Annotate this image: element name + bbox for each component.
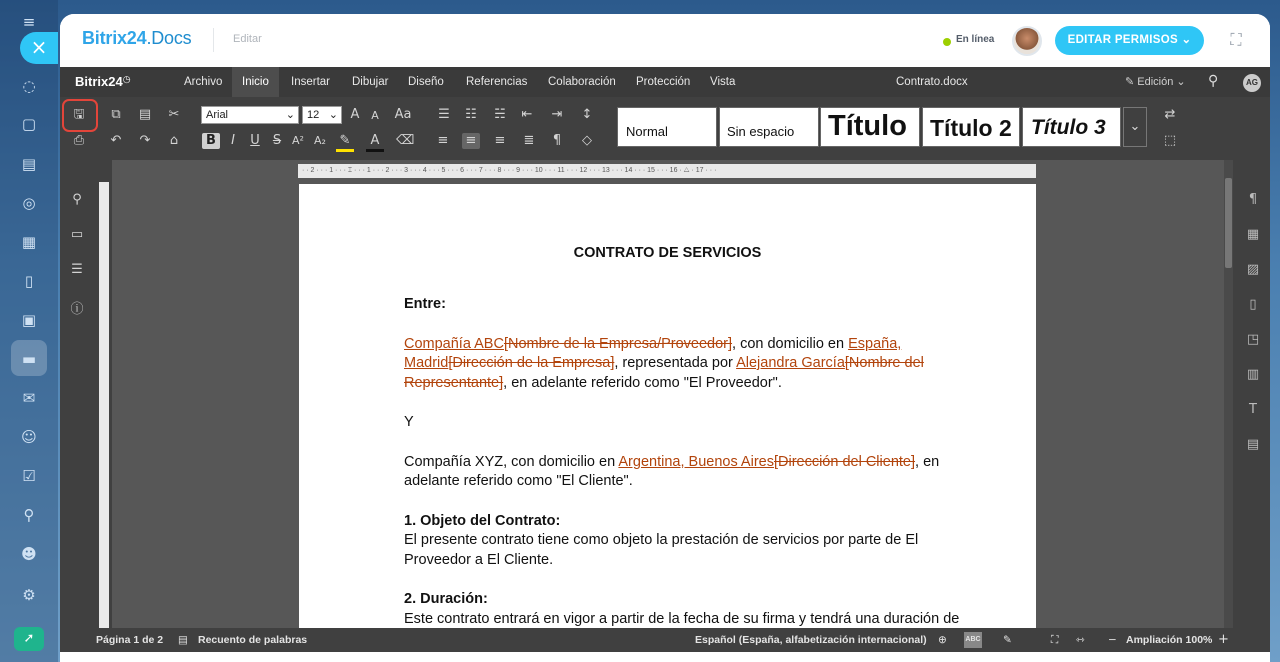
align-center-icon[interactable]: ≡: [462, 133, 480, 149]
justify-icon[interactable]: ≣: [523, 133, 535, 148]
tasks-icon[interactable]: ◎: [22, 194, 36, 212]
copy-icon[interactable]: ⧉: [111, 107, 121, 122]
vertical-ruler-track: [99, 182, 109, 636]
zoom-out-icon[interactable]: −: [1108, 634, 1117, 646]
document-page[interactable]: [299, 184, 1036, 654]
bullets-icon[interactable]: ☰: [438, 107, 450, 122]
left-tools-panel: [60, 160, 96, 642]
close-slider-button[interactable]: ×: [20, 32, 58, 64]
subscript-icon[interactable]: A₂: [314, 134, 326, 147]
info-icon[interactable]: ⓘ: [70, 302, 84, 317]
mail-icon[interactable]: ✉: [22, 389, 36, 407]
decrease-font-icon[interactable]: A: [371, 109, 379, 122]
increase-indent-icon[interactable]: ⇥: [551, 107, 563, 122]
image-settings-icon[interactable]: ▨: [1246, 262, 1260, 277]
docs-header: [60, 14, 1270, 67]
font-color-icon[interactable]: A: [366, 133, 384, 152]
search-icon[interactable]: ⚲: [1208, 73, 1219, 89]
shading-icon[interactable]: ◇: [582, 133, 592, 148]
drive-icon[interactable]: ▬: [21, 350, 37, 368]
spellcheck-icon[interactable]: ABC: [964, 632, 982, 648]
word-count[interactable]: Recuento de palabras: [198, 634, 308, 646]
paragraph-marks-icon[interactable]: ¶: [552, 133, 562, 148]
menu-proteccion[interactable]: Protección: [636, 76, 691, 88]
style-normal[interactable]: Normal: [617, 107, 717, 147]
save-icon[interactable]: 🖫: [73, 107, 85, 122]
feed-icon[interactable]: ▤: [21, 155, 37, 173]
mode-label: Editar: [233, 33, 262, 45]
style-titulo-2[interactable]: Título 2: [922, 107, 1020, 147]
table-settings-icon[interactable]: ▦: [1246, 227, 1260, 242]
style-sin-espacio[interactable]: Sin espacio: [719, 107, 819, 147]
numbering-icon[interactable]: ☷: [465, 107, 477, 122]
paragraph-settings-icon[interactable]: ¶: [1248, 192, 1258, 207]
language-select[interactable]: Español (España, alfabetización internacional): [695, 634, 927, 646]
clear-format-icon[interactable]: ⌫: [396, 133, 415, 148]
word-count-icon: ▤: [178, 634, 188, 646]
zoom-in-icon[interactable]: +: [1218, 632, 1229, 647]
board-icon[interactable]: ▣: [21, 311, 37, 329]
font-size-select[interactable]: 12 ⌄: [302, 106, 342, 124]
comments-icon[interactable]: ▭: [70, 227, 84, 242]
print-icon[interactable]: ⎙: [73, 133, 85, 148]
user-avatar[interactable]: [1012, 26, 1042, 56]
paragraph-2-line-1: Compañía XYZ, con domicilio en Argentina, Buenos Aires[Dirección del Cliente], en: [404, 454, 940, 470]
multilevel-list-icon[interactable]: ☵: [494, 107, 506, 122]
navigation-icon[interactable]: ☰: [71, 262, 83, 277]
paste-icon[interactable]: ▤: [138, 107, 152, 122]
replace-icon[interactable]: ⇄: [1164, 107, 1176, 122]
align-right-icon[interactable]: ≡: [494, 133, 506, 148]
decrease-indent-icon[interactable]: ⇤: [521, 107, 533, 122]
entre-heading: Entre:: [404, 296, 446, 312]
user-initials-avatar[interactable]: AG: [1243, 74, 1261, 92]
app-logo: Bitrix24.Docs: [82, 28, 192, 48]
section-2-line-1: Este contrato entrará en vigor a partir de la fecha de su firma y tendrá una duración de: [404, 611, 960, 627]
checklist-icon[interactable]: ☑: [22, 467, 36, 485]
search-icon[interactable]: ⚲: [72, 192, 82, 207]
underline-icon[interactable]: U: [250, 133, 260, 148]
undo-icon[interactable]: ↶: [110, 133, 122, 148]
align-left-icon[interactable]: ≡: [437, 133, 449, 148]
settings-icon[interactable]: ⚙: [22, 586, 36, 604]
shape-settings-icon[interactable]: ◳: [1246, 332, 1260, 347]
strikethrough-icon[interactable]: S: [272, 133, 282, 148]
increase-font-icon[interactable]: A: [350, 107, 360, 122]
menu-referencias[interactable]: Referencias: [466, 76, 528, 88]
line-spacing-icon[interactable]: ↕: [581, 107, 593, 122]
menu-dibujar[interactable]: Dibujar: [352, 76, 389, 88]
fit-width-icon[interactable]: ⇿: [1076, 634, 1085, 646]
italic-icon[interactable]: I: [231, 133, 235, 148]
change-case-icon[interactable]: Aa: [394, 107, 412, 122]
paragraph-1-line-3: Representante], en adelante referido como "El Proveedor".: [404, 375, 782, 391]
superscript-icon[interactable]: A²: [292, 134, 304, 147]
select-all-icon[interactable]: ⬚: [1163, 133, 1177, 148]
document-name: Contrato.docx: [896, 76, 968, 88]
highlight-color-icon[interactable]: ✎: [336, 133, 354, 152]
messenger-icon[interactable]: ▢: [21, 115, 37, 133]
app-sidebar: [0, 0, 58, 662]
header-footer-icon[interactable]: ▯: [1249, 297, 1257, 312]
documents-icon[interactable]: ▯: [24, 272, 34, 290]
y-paragraph: Y: [404, 414, 414, 430]
paragraph-1-line-1: Compañía ABC[Nombre de la Empresa/Proveedor], con domicilio en España,: [404, 336, 902, 352]
online-status-dot: [943, 38, 951, 46]
globe-icon[interactable]: ⊕: [938, 634, 947, 646]
filter-icon[interactable]: ⚲: [23, 506, 35, 524]
vertical-scrollbar[interactable]: [1224, 160, 1233, 642]
track-changes-icon[interactable]: ✎: [1003, 634, 1012, 646]
bold-icon[interactable]: B: [202, 133, 220, 149]
format-painter-icon[interactable]: ⌂: [169, 133, 179, 148]
section-1-line-2: Proveedor a El Cliente.: [404, 552, 554, 568]
menu-bar: [60, 67, 1270, 97]
section-1-line-1: El presente contrato tiene como objeto la prestación de servicios por parte de El: [404, 532, 919, 548]
pencil-icon: ✎: [1125, 76, 1135, 88]
vertical-ruler: [96, 160, 112, 642]
menu-diseno[interactable]: Diseño: [408, 76, 444, 88]
calendar-icon[interactable]: ▦: [21, 233, 37, 251]
status-bar: [60, 628, 1270, 652]
section-1-heading: 1. Objeto del Contrato:: [404, 513, 561, 529]
online-status: En línea: [956, 34, 995, 45]
document-title: CONTRATO DE SERVICIOS: [573, 245, 762, 261]
style-titulo[interactable]: Título: [820, 107, 920, 147]
style-titulo-3[interactable]: Título 3: [1022, 107, 1121, 147]
scrollbar-thumb[interactable]: [1225, 178, 1232, 268]
redo-icon[interactable]: ↷: [139, 133, 151, 148]
mail-merge-icon[interactable]: ▤: [1246, 437, 1260, 452]
section-2-heading: 2. Duración:: [404, 591, 488, 607]
save-highlight: [62, 99, 98, 132]
font-name-select[interactable]: Arial ⌄: [201, 106, 299, 124]
edit-permissions-button[interactable]: EDITAR PERMISOS ⌄: [1055, 26, 1204, 55]
robot-icon[interactable]: ☻: [21, 545, 37, 563]
chevron-down-icon: ⌄: [1181, 34, 1192, 46]
groups-icon[interactable]: ☺: [21, 428, 37, 446]
fit-page-icon[interactable]: ⛶: [1051, 634, 1059, 646]
textart-icon[interactable]: T: [1249, 402, 1257, 417]
paragraph-2-line-2: adelante referido como "El Cliente".: [404, 473, 633, 489]
horizontal-ruler: · · 2 · · · 1 · · · ⌶ · · · 1 · · · 2 · · · 3 · · · 4 · · · 5 · · · 6 · · · 7 · · · 8 · · · 9 · · · 10 · · · 11 · · · 12 · · · 13 · · · 14 · · · 15 · · · 16 · △ · 17 · · ·: [298, 164, 1036, 178]
cut-icon[interactable]: ✂: [168, 107, 180, 122]
menu-archivo[interactable]: Archivo: [184, 76, 223, 88]
docs-window: [60, 14, 1270, 662]
paragraph-1-line-2: Madrid[Dirección de la Empresa], representada por Alejandra García[Nombre del: [404, 355, 924, 371]
page-indicator[interactable]: Página 1 de 2: [96, 634, 164, 646]
zoom-level[interactable]: Ampliación 100%: [1126, 634, 1213, 646]
menu-icon[interactable]: ≡: [22, 13, 36, 31]
chart-settings-icon[interactable]: ▥: [1246, 367, 1260, 382]
header-divider: [213, 28, 214, 52]
menu-vista[interactable]: Vista: [710, 76, 736, 88]
editor-brand: Bitrix24◷: [75, 74, 131, 89]
chat-icon[interactable]: ◌: [22, 77, 36, 95]
menu-insertar[interactable]: Insertar: [291, 76, 330, 88]
edit-mode-dropdown[interactable]: ✎ Edición ⌄: [1125, 76, 1186, 88]
menu-colaboracion[interactable]: Colaboración: [548, 76, 616, 88]
fullscreen-icon[interactable]: ⛶: [1230, 30, 1242, 49]
menu-inicio[interactable]: Inicio: [232, 67, 279, 97]
styles-more-icon[interactable]: ⌄: [1123, 107, 1147, 147]
launch-icon[interactable]: ➚: [14, 627, 44, 651]
